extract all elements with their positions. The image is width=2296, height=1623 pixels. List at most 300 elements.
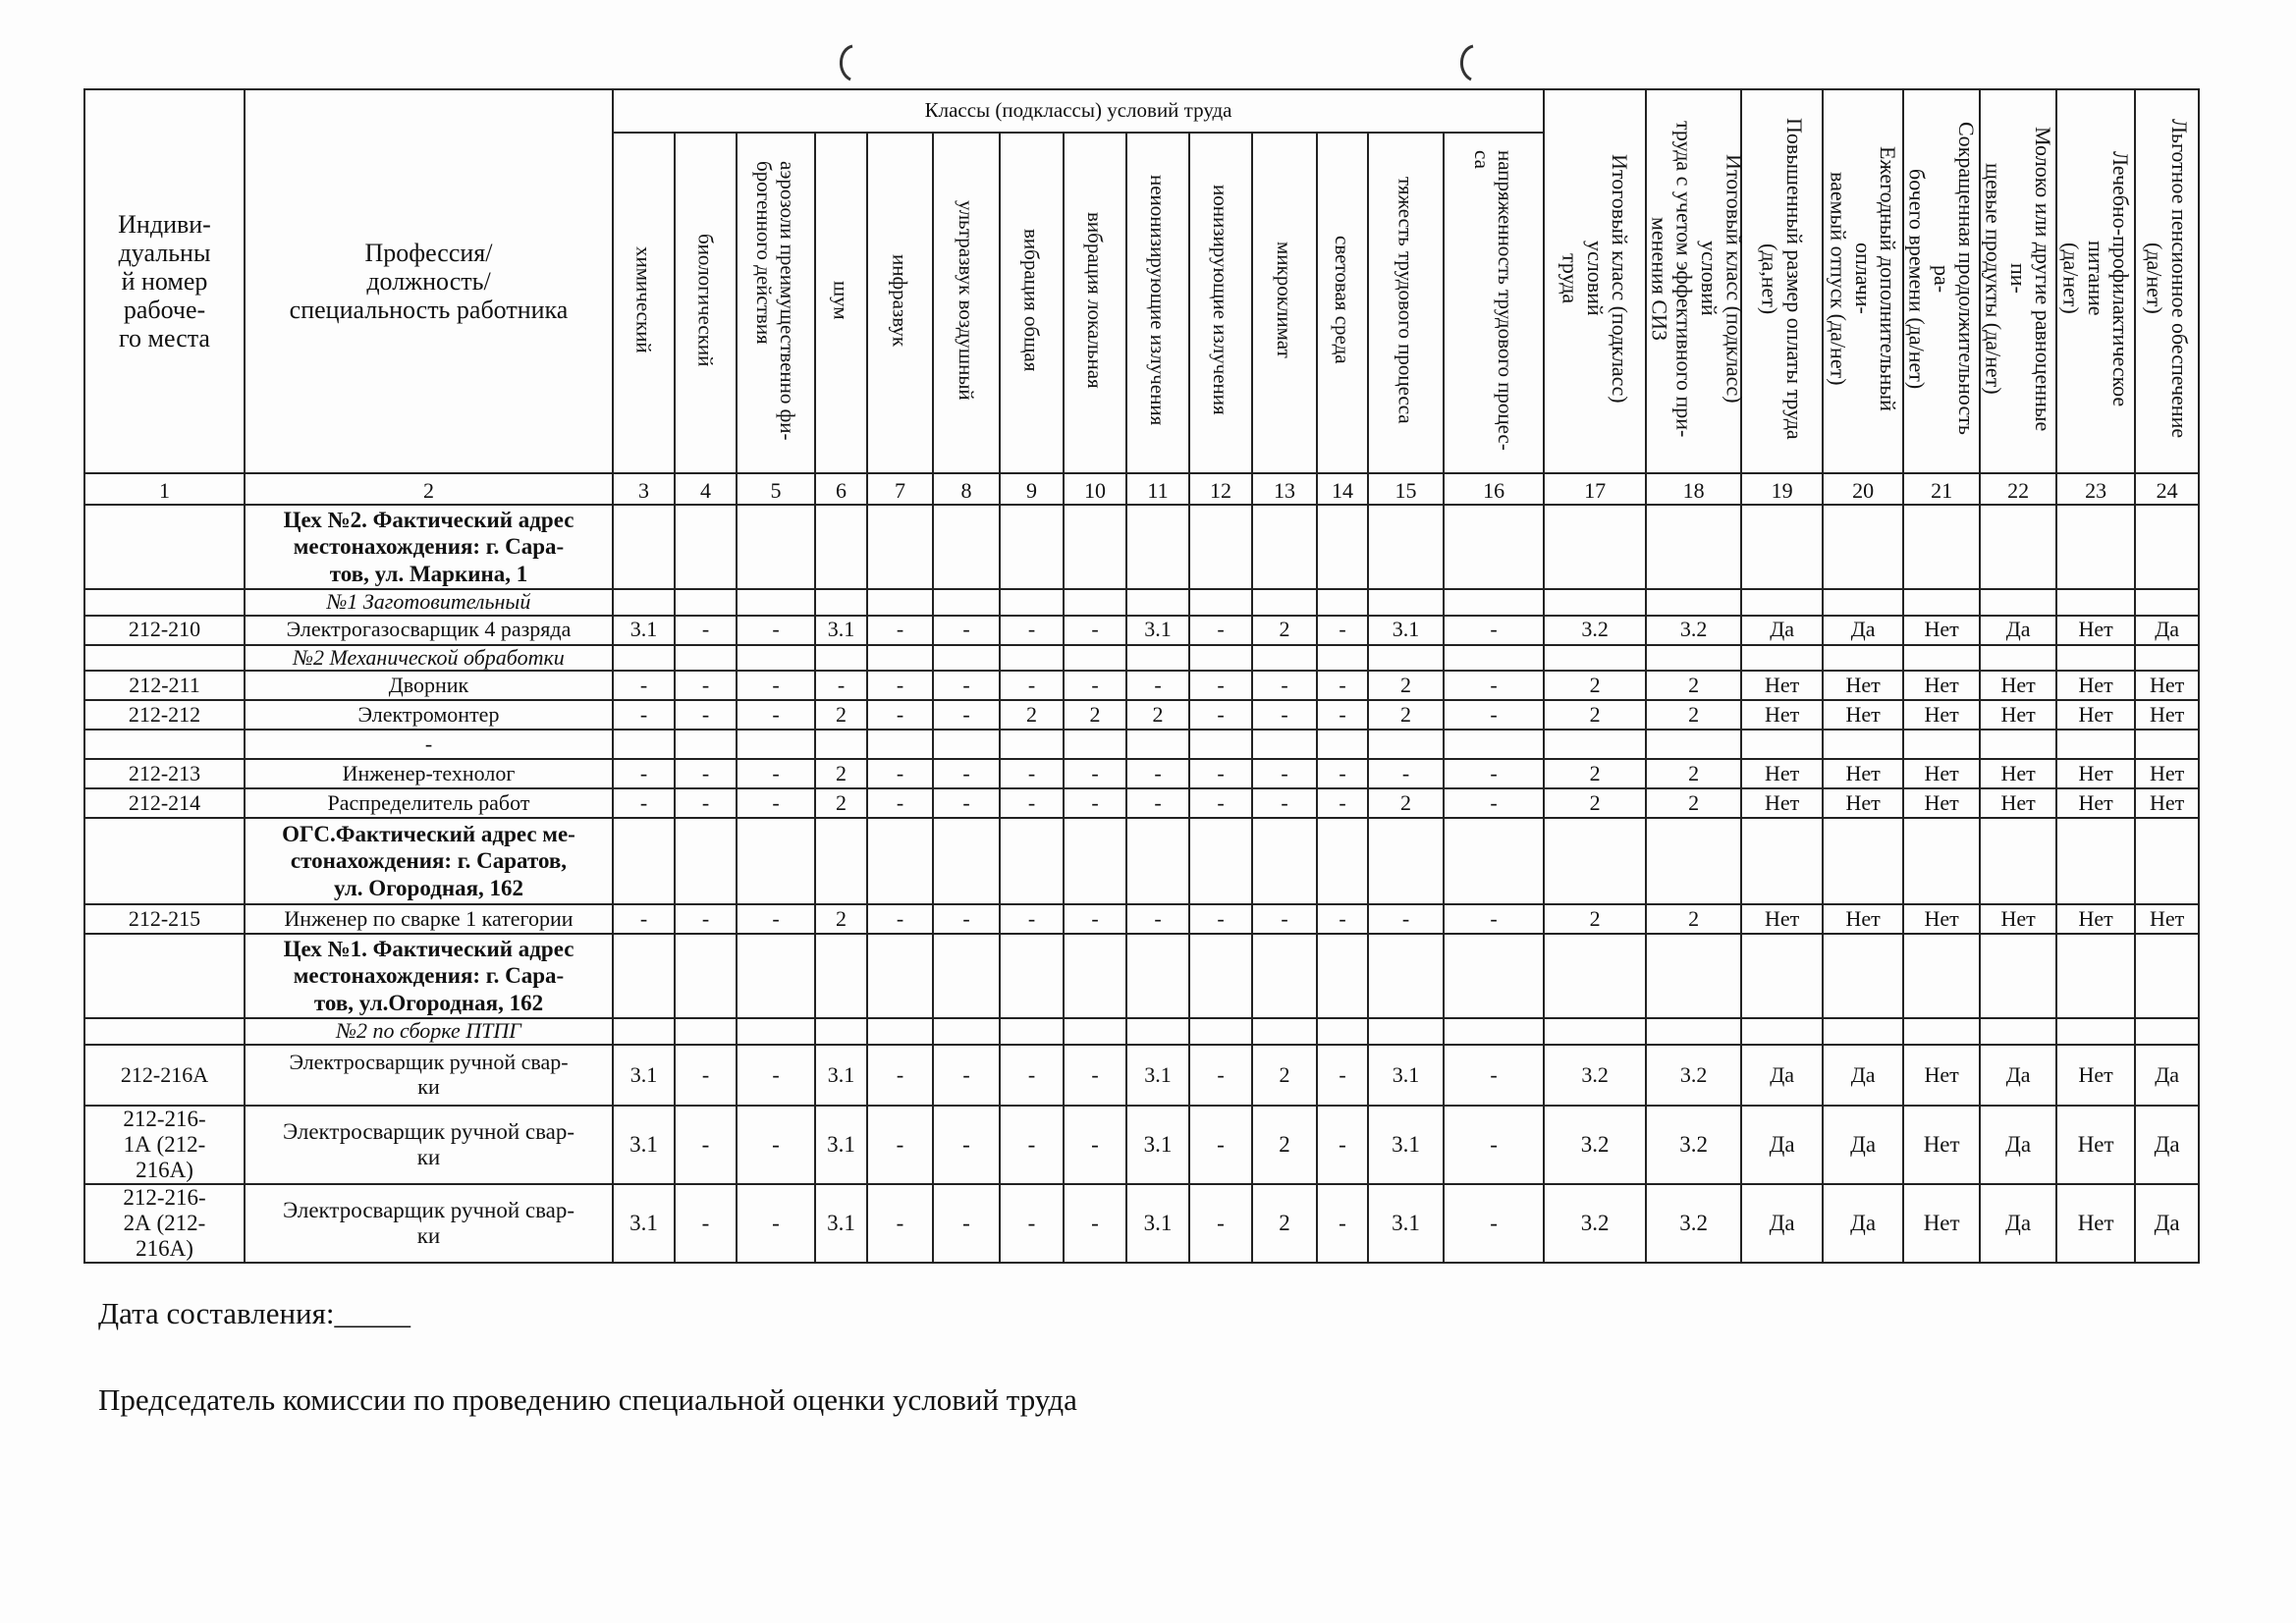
empty-cell [867, 1018, 933, 1045]
class-value-cell: Нет [1903, 1184, 1980, 1263]
header-factor [1064, 133, 1126, 473]
empty-cell [1544, 1018, 1646, 1045]
column-number-row [84, 473, 2199, 505]
class-value-cell: Нет [1903, 1045, 1980, 1106]
header-workplace-id-text: Индиви- дуальны й номер рабоче- го места [118, 209, 211, 353]
empty-cell [675, 934, 737, 1018]
class-value-cell: 3.1 [1126, 1045, 1189, 1106]
class-value-cell: - [1252, 904, 1317, 934]
class-value-cell: 3.2 [1544, 1184, 1646, 1263]
empty-cell [2135, 1018, 2199, 1045]
vertical-header-text: Повышенный размер оплаты труда (да,нет) [1757, 117, 1807, 440]
class-value-cell: 2 [1252, 1184, 1317, 1263]
vertical-header-text: тяжесть трудового процесса [1394, 176, 1418, 424]
class-value-cell: 2 [1544, 700, 1646, 730]
class-value-cell: Нет [1980, 700, 2056, 730]
empty-cell [2135, 645, 2199, 672]
column-number: 11 [1126, 473, 1189, 505]
class-value-cell: 3.1 [1126, 1184, 1189, 1263]
vertical-header-text: ионизирующие излучения [1209, 185, 1233, 416]
class-value-cell: 2 [1064, 700, 1126, 730]
empty-cell [84, 934, 245, 1018]
empty-cell [1903, 730, 1980, 759]
class-value-cell: - [933, 1184, 1000, 1263]
vertical-header-text: аэрозоли преимущественно фи- брогенного действия [752, 160, 800, 440]
empty-cell [1444, 589, 1544, 616]
column-number: 20 [1823, 473, 1903, 505]
empty-cell [1252, 818, 1317, 904]
empty-cell [1252, 934, 1317, 1018]
class-value-cell: - [737, 759, 815, 788]
empty-cell [1903, 589, 1980, 616]
class-value-cell: - [1444, 700, 1544, 730]
class-value-cell: - [675, 671, 737, 700]
empty-cell [1368, 589, 1444, 616]
class-value-cell: 3.2 [1544, 616, 1646, 645]
class-value-cell: Да [1823, 1106, 1903, 1184]
empty-cell [815, 730, 867, 759]
column-number: 12 [1189, 473, 1252, 505]
empty-cell [2056, 505, 2135, 589]
vertical-header-text: микроклимат [1273, 242, 1297, 359]
empty-cell [2056, 1018, 2135, 1045]
class-value-cell: Да [1741, 1106, 1823, 1184]
empty-cell [1064, 1018, 1126, 1045]
class-value-cell: - [1189, 700, 1252, 730]
empty-cell [675, 818, 737, 904]
class-value-cell: 2 [815, 700, 867, 730]
profession-name: Инженер по сварке 1 категории [245, 904, 613, 934]
class-value-cell: Нет [1980, 904, 2056, 934]
class-value-cell: - [867, 1045, 933, 1106]
class-value-cell: Да [1741, 1045, 1823, 1106]
empty-cell [1444, 505, 1544, 589]
class-value-cell: - [1444, 1045, 1544, 1106]
class-value-cell: - [1317, 1045, 1368, 1106]
class-value-cell: Нет [2135, 759, 2199, 788]
class-value-cell: 2 [1544, 904, 1646, 934]
class-value-cell: Нет [2056, 1045, 2135, 1106]
class-value-cell: - [737, 700, 815, 730]
class-value-cell: - [1000, 759, 1064, 788]
empty-cell [1189, 645, 1252, 672]
section-row [84, 1018, 2199, 1045]
empty-cell [1189, 730, 1252, 759]
section-title: Цех №1. Фактический адрес местонахождения: г. Сара- тов, ул.Огородная, 162 [245, 934, 613, 1018]
class-value-cell: Нет [2135, 700, 2199, 730]
class-value-cell: - [933, 1045, 1000, 1106]
empty-cell [1000, 645, 1064, 672]
class-value-cell: - [933, 904, 1000, 934]
table-row [84, 1184, 2199, 1263]
class-value-cell: - [737, 1045, 815, 1106]
profession-name: Электросварщик ручной свар- ки [245, 1045, 613, 1106]
class-value-cell: Нет [2056, 700, 2135, 730]
class-value-cell: - [1252, 788, 1317, 818]
class-value-cell: Нет [1903, 700, 1980, 730]
empty-cell [815, 1018, 867, 1045]
class-value-cell: - [1444, 788, 1544, 818]
class-value-cell: Нет [1980, 759, 2056, 788]
header-milk [1980, 89, 2056, 473]
empty-cell [1064, 589, 1126, 616]
class-value-cell: 2 [1368, 788, 1444, 818]
empty-cell [867, 505, 933, 589]
class-value-cell: - [1317, 700, 1368, 730]
class-value-cell: - [737, 616, 815, 645]
empty-cell [1980, 730, 2056, 759]
header-therapeutic-nutrition [2056, 89, 2135, 473]
header-factor [867, 133, 933, 473]
class-value-cell: 2 [815, 904, 867, 934]
section-row [84, 818, 2199, 904]
column-number: 14 [1317, 473, 1368, 505]
class-value-cell: - [1064, 788, 1126, 818]
empty-cell [1368, 818, 1444, 904]
empty-cell [867, 589, 933, 616]
class-value-cell: - [1189, 759, 1252, 788]
empty-cell [1646, 505, 1741, 589]
class-value-cell: - [1126, 671, 1189, 700]
class-value-cell: - [1064, 671, 1126, 700]
class-value-cell: - [675, 904, 737, 934]
empty-cell [1064, 505, 1126, 589]
class-value-cell: - [613, 759, 675, 788]
empty-cell [1823, 589, 1903, 616]
table-row [84, 616, 2199, 645]
table-row [84, 759, 2199, 788]
class-value-cell: - [1317, 1106, 1368, 1184]
column-number: 10 [1064, 473, 1126, 505]
table-row [84, 730, 2199, 759]
empty-cell [1980, 818, 2056, 904]
empty-cell [1000, 818, 1064, 904]
column-number: 4 [675, 473, 737, 505]
subsection-title: №1 Заготовительный [245, 589, 613, 616]
empty-cell [1000, 589, 1064, 616]
empty-cell [1126, 645, 1189, 672]
empty-cell [1544, 645, 1646, 672]
class-value-cell: 3.1 [815, 616, 867, 645]
empty-cell [84, 505, 245, 589]
vertical-header-text: Итоговый класс (подкласс) условий труда [1558, 153, 1633, 404]
class-value-cell: Нет [2135, 671, 2199, 700]
table-row [84, 904, 2199, 934]
subsection-title: №2 по сборке ПТПГ [245, 1018, 613, 1045]
class-value-cell: - [1317, 788, 1368, 818]
commission-chairman-label: Председатель комиссии по проведению специальной оценки условий труда [98, 1382, 1077, 1417]
empty-cell [1980, 589, 2056, 616]
table-row [84, 700, 2199, 730]
class-value-cell: Да [1980, 1184, 2056, 1263]
class-value-cell: - [1000, 1106, 1064, 1184]
class-value-cell: - [675, 700, 737, 730]
empty-cell [2056, 589, 2135, 616]
empty-cell [2056, 730, 2135, 759]
empty-cell [84, 818, 245, 904]
empty-cell [1980, 645, 2056, 672]
class-value-cell: 3.2 [1544, 1106, 1646, 1184]
class-value-cell: - [1126, 904, 1189, 934]
class-value-cell: - [1064, 1184, 1126, 1263]
class-value-cell: - [867, 1184, 933, 1263]
class-value-cell: Да [2135, 1045, 2199, 1106]
class-value-cell: Нет [1823, 904, 1903, 934]
class-value-cell: Нет [1823, 671, 1903, 700]
empty-cell [1544, 730, 1646, 759]
class-value-cell: Да [1980, 616, 2056, 645]
empty-cell [737, 589, 815, 616]
workplace-id: 212-215 [84, 904, 245, 934]
class-value-cell: Нет [1903, 671, 1980, 700]
empty-cell [1741, 589, 1823, 616]
vertical-header-text: ультразвук воздушный [955, 199, 979, 401]
column-number: 21 [1903, 473, 1980, 505]
class-value-cell: - [1189, 1045, 1252, 1106]
empty-cell [1317, 934, 1368, 1018]
empty-cell [1064, 645, 1126, 672]
workplace-id: 212-211 [84, 671, 245, 700]
empty-cell [933, 505, 1000, 589]
empty-cell [1823, 645, 1903, 672]
class-value-cell: 2 [815, 759, 867, 788]
class-value-cell: - [815, 671, 867, 700]
table-row [84, 788, 2199, 818]
empty-cell [1317, 589, 1368, 616]
empty-cell [737, 505, 815, 589]
class-value-cell: Да [1980, 1045, 2056, 1106]
class-value-cell: - [1444, 904, 1544, 934]
class-value-cell: Нет [2056, 904, 2135, 934]
header-final-class [1544, 89, 1646, 473]
vertical-header-text: Итоговый класс (подкласс) условий труда с учетом эффективного при- менения СИЗ [1647, 120, 1747, 437]
class-value-cell: Да [2135, 1184, 2199, 1263]
sout-summary-table [83, 88, 2200, 1264]
section-row [84, 645, 2199, 672]
class-value-cell: - [933, 700, 1000, 730]
empty-cell [1444, 1018, 1544, 1045]
empty-cell [1317, 505, 1368, 589]
empty-cell [1646, 589, 1741, 616]
header-factor [737, 133, 815, 473]
class-value-cell: Нет [1903, 759, 1980, 788]
empty-cell [1741, 645, 1823, 672]
class-value-cell: 2 [1368, 671, 1444, 700]
class-value-cell: 3.1 [613, 1184, 675, 1263]
class-value-cell: - [867, 671, 933, 700]
class-value-cell: 2 [1646, 904, 1741, 934]
class-value-cell: - [1189, 904, 1252, 934]
empty-cell [1741, 1018, 1823, 1045]
class-value-cell: - [1000, 616, 1064, 645]
class-value-cell: Нет [1903, 616, 1980, 645]
class-value-cell: - [1064, 904, 1126, 934]
empty-cell [867, 730, 933, 759]
empty-cell [1368, 934, 1444, 1018]
vertical-header-text: Сокращенная продолжительность ра- бочего времени (да/нет) [1904, 122, 1980, 436]
header-factor [1126, 133, 1189, 473]
class-value-cell: - [1317, 904, 1368, 934]
empty-cell [1064, 934, 1126, 1018]
empty-cell [1368, 730, 1444, 759]
empty-cell [1980, 934, 2056, 1018]
empty-cell [1000, 1018, 1064, 1045]
empty-cell [613, 589, 675, 616]
table-row [84, 1045, 2199, 1106]
profession-name: Инженер-технолог [245, 759, 613, 788]
class-value-cell: - [613, 671, 675, 700]
vertical-header-text: напряженность трудового процес- са [1470, 149, 1518, 451]
column-number: 2 [245, 473, 613, 505]
empty-cell [1444, 934, 1544, 1018]
class-value-cell: - [867, 616, 933, 645]
column-number: 18 [1646, 473, 1741, 505]
class-value-cell: 2 [1646, 788, 1741, 818]
class-value-cell: 3.1 [613, 1106, 675, 1184]
class-value-cell: Нет [1823, 700, 1903, 730]
class-value-cell: - [613, 700, 675, 730]
column-number: 16 [1444, 473, 1544, 505]
class-value-cell: 2 [1252, 616, 1317, 645]
empty-cell [1000, 505, 1064, 589]
class-value-cell: Нет [1823, 759, 1903, 788]
empty-cell [2135, 818, 2199, 904]
class-value-cell: - [1444, 759, 1544, 788]
empty-cell [737, 730, 815, 759]
vertical-header-text: химический [631, 246, 656, 354]
class-value-cell: Да [2135, 616, 2199, 645]
class-value-cell: 3.1 [1368, 1184, 1444, 1263]
empty-cell [1189, 589, 1252, 616]
empty-cell [1189, 934, 1252, 1018]
profession-name: Электрогазосварщик 4 разряда [245, 616, 613, 645]
class-value-cell: - [1317, 1184, 1368, 1263]
empty-cell [1823, 818, 1903, 904]
class-value-cell: 2 [1252, 1106, 1317, 1184]
class-value-cell: Нет [1980, 788, 2056, 818]
class-value-cell: Нет [2056, 759, 2135, 788]
class-value-cell: - [1189, 1184, 1252, 1263]
empty-cell [1189, 818, 1252, 904]
section-row [84, 589, 2199, 616]
column-number: 24 [2135, 473, 2199, 505]
empty-cell [675, 505, 737, 589]
empty-cell [1444, 730, 1544, 759]
class-value-cell: Нет [2135, 788, 2199, 818]
class-value-cell: 2 [1000, 700, 1064, 730]
class-value-cell: - [1368, 904, 1444, 934]
class-value-cell: Нет [1741, 700, 1823, 730]
empty-cell [1646, 645, 1741, 672]
class-value-cell: 2 [1368, 700, 1444, 730]
empty-cell [867, 934, 933, 1018]
empty-cell [815, 589, 867, 616]
empty-cell [675, 730, 737, 759]
class-value-cell: - [1126, 759, 1189, 788]
empty-cell [1252, 505, 1317, 589]
section-title: ОГС.Фактический адрес ме- стонахождения: г. Саратов, ул. Огородная, 162 [245, 818, 613, 904]
empty-cell [933, 645, 1000, 672]
empty-cell [815, 934, 867, 1018]
header-increased-pay [1741, 89, 1823, 473]
empty-cell [1741, 818, 1823, 904]
class-value-cell: 3.2 [1646, 1184, 1741, 1263]
class-value-cell: 2 [1544, 759, 1646, 788]
empty-cell [1903, 505, 1980, 589]
class-value-cell: - [675, 788, 737, 818]
class-value-cell: - [675, 1184, 737, 1263]
class-value-cell: Нет [2056, 788, 2135, 818]
empty-cell [1126, 589, 1189, 616]
empty-cell [613, 1018, 675, 1045]
class-value-cell: - [1126, 788, 1189, 818]
empty-cell [815, 505, 867, 589]
empty-cell [737, 645, 815, 672]
class-value-cell: Нет [1903, 788, 1980, 818]
empty-cell [1126, 730, 1189, 759]
empty-cell [815, 645, 867, 672]
empty-cell [1064, 818, 1126, 904]
class-value-cell: 3.1 [815, 1184, 867, 1263]
header-final-class-ppe [1646, 89, 1747, 473]
header-pension [2135, 89, 2199, 473]
header-factor [1317, 133, 1368, 473]
class-value-cell: - [1317, 759, 1368, 788]
column-number: 8 [933, 473, 1000, 505]
column-number: 15 [1368, 473, 1444, 505]
class-value-cell: - [1252, 671, 1317, 700]
vertical-header-text: неионизирующие излучения [1146, 175, 1171, 426]
empty-cell [1317, 1018, 1368, 1045]
empty-cell [1544, 934, 1646, 1018]
header-factor [675, 133, 737, 473]
class-value-cell: 3.1 [1368, 1106, 1444, 1184]
class-value-cell: - [737, 1184, 815, 1263]
workplace-id: 212-216А [84, 1045, 245, 1106]
class-value-cell: Да [1741, 1184, 1823, 1263]
empty-cell [1544, 505, 1646, 589]
class-value-cell: - [1444, 1106, 1544, 1184]
empty-cell [84, 645, 245, 672]
empty-cell [2135, 589, 2199, 616]
column-number: 7 [867, 473, 933, 505]
vertical-header-text: Лечебно-профилактическое питание (да/нет) [2058, 150, 2134, 406]
class-value-cell: - [1444, 1184, 1544, 1263]
section-row [84, 934, 2199, 1018]
empty-cell [1741, 505, 1823, 589]
class-value-cell: - [737, 671, 815, 700]
profession-name: Электросварщик ручной свар- ки [245, 1184, 613, 1263]
header-factor [1252, 133, 1317, 473]
class-value-cell: - [1252, 759, 1317, 788]
header-factor [1444, 133, 1544, 473]
class-value-cell: - [1317, 671, 1368, 700]
class-value-cell: - [675, 1045, 737, 1106]
empty-cell [1980, 505, 2056, 589]
class-value-cell: - [867, 759, 933, 788]
vertical-header-text: инфразвук [888, 253, 912, 347]
class-value-cell: 3.1 [613, 1045, 675, 1106]
class-value-cell: - [1000, 671, 1064, 700]
class-value-cell: - [867, 904, 933, 934]
workplace-id: 212-216- 1А (212- 216А) [84, 1106, 245, 1184]
vertical-header-text: биологический [693, 234, 718, 367]
empty-cell [613, 645, 675, 672]
empty-cell [2056, 818, 2135, 904]
class-value-cell: - [933, 616, 1000, 645]
class-value-cell: 2 [1126, 700, 1189, 730]
class-value-cell: 2 [1646, 759, 1741, 788]
